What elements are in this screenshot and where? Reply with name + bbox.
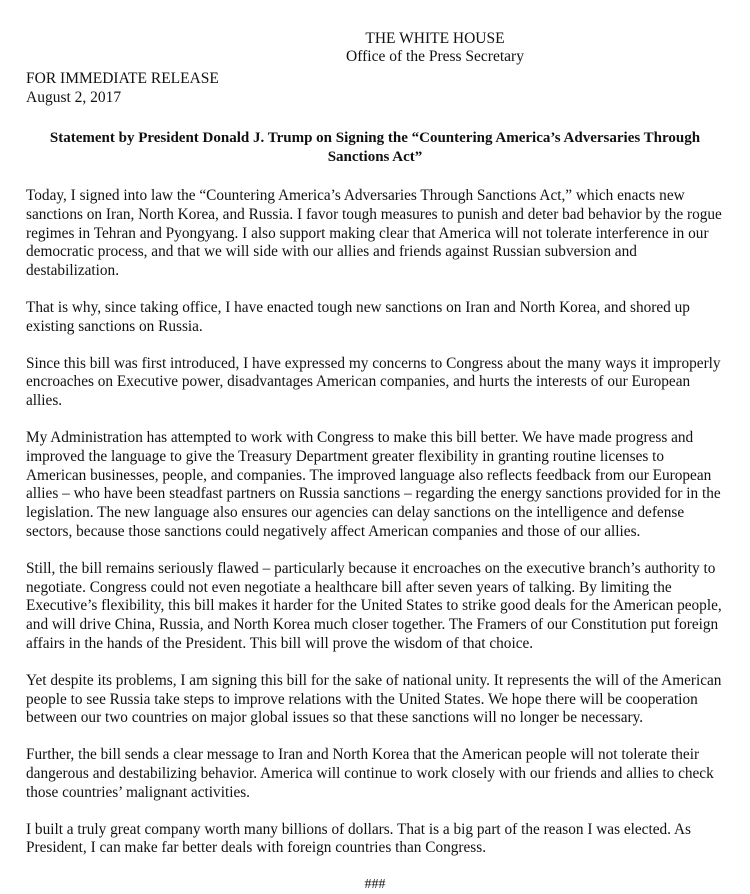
- statement-body: [26, 187, 724, 858]
- release-date: August 2, 2017: [26, 89, 122, 106]
- org-name: THE WHITE HOUSE: [365, 30, 505, 47]
- release-info: [26, 69, 724, 107]
- paragraph: Still, the bill remains seriously flawed – particularly because it encroaches on the executive branch’s authority to negotiate. Congress could not even negotiate a healthcare bill after seven years of talking. By limiting the Executive’s flexibility, this bill makes it harder for the United States to strike good deals for the American people, and will drive China, Russia, and North Korea much closer together. The Framers of our Constitution put foreign affairs in the hands of the President. This bill will prove the wisdom of that choice.: [26, 559, 722, 652]
- paragraph: Since this bill was first introduced, I have expressed my concerns to Congress about the many ways it improperly encroaches on Executive power, disadvantages American companies, and hurts the interests of our European allies.: [26, 354, 721, 410]
- paragraph: My Administration has attempted to work with Congress to make this bill better. We have made progress and improved the language to give the Treasury Department greater flexibility in granting routine licenses to American businesses, people, and companies. The improved language also reflects feedback from our European allies – who have been steadfast partners on Russia sanctions – regarding the energy sanctions provided for in the legislation. The new language also ensures our agencies can delay sanctions on the intelligence and defense sectors, because those sanctions could negatively affect American companies and those of our allies.: [26, 428, 721, 540]
- paragraph: I built a truly great company worth many billions of dollars. That is a big part of the reason I was elected. As President, I can make far better deals with foreign countries than Congress.: [26, 820, 691, 857]
- release-label: FOR IMMEDIATE RELEASE: [26, 70, 219, 87]
- end-mark: ###: [364, 877, 386, 893]
- paragraph: Yet despite its problems, I am signing this bill for the sake of national unity. It represents the will of the American people to see Russia take steps to improve relations with the United States. We hope there will be cooperation between our two countries on major global issues so that these sanctions will no longer be necessary.: [26, 671, 722, 727]
- paragraph: Further, the bill sends a clear message to Iran and North Korea that the American people will not tolerate their dangerous and destabilizing behavior. America will continue to work closely with our friends and allies to check those countries’ malignant activities.: [26, 746, 714, 801]
- paragraph: That is why, since taking office, I have enacted tough new sanctions on Iran and North Korea, and shored up existing sanctions on Russia.: [26, 298, 690, 335]
- paragraph: Today, I signed into law the “Countering America’s Adversaries Through Sanctions Act,” which enacts new sanctions on Iran, North Korea, and Russia. I favor tough measures to punish and deter bad behavior by the rogue regimes in Tehran and Pyongyang. I also support making clear that America will not tolerate interference in our democratic process, and that we will side with our allies and friends against Russian subversion and destabilization.: [26, 187, 722, 280]
- letterhead: [146, 30, 724, 66]
- office-name: Office of the Press Secretary: [346, 48, 524, 65]
- statement-title: Statement by President Donald J. Trump on Signing the “Countering America’s Adversaries Through Sanctions Act”: [49, 130, 701, 165]
